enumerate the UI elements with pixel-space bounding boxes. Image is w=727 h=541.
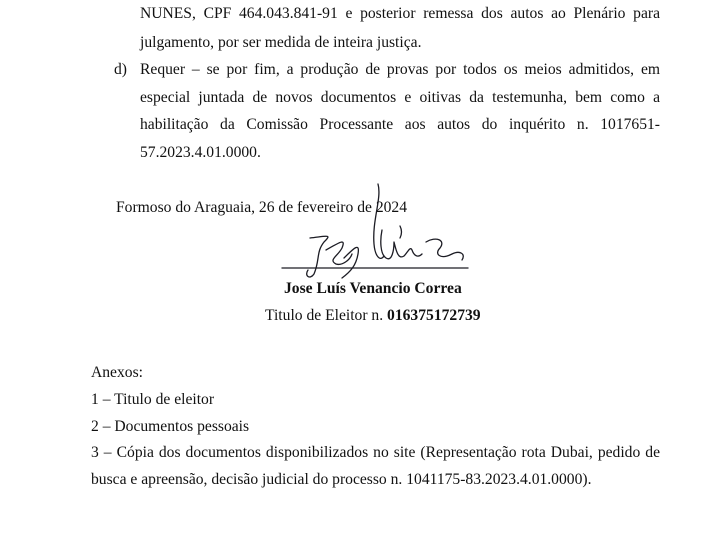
item-d-line-3: habilitação da Comissão Processante aos autos do inquérito n. 1017651- [140,116,660,133]
annexes-title: Anexos: [91,364,143,381]
item-d-marker: d) [114,61,127,78]
annex-item-1: 1 – Titulo de eleitor [91,391,215,408]
place-date: Formoso do Araguaia, 26 de fevereiro de 2024 [116,199,408,216]
item-d-line-2: especial juntada de novos documentos e oitivas da testemunha, bem como a [140,89,660,106]
signatory-name: Jose Luís Venancio Correa [284,280,462,297]
voter-id-label: Titulo de Eleitor n. [265,307,384,324]
annex-item-3-line-2: busca e apreensão, decisão judicial do processo n. 1041175-83.2023.4.01.0000). [91,471,592,488]
annex-item-2: 2 – Documentos pessoais [91,418,250,435]
voter-id-number: 016375172739 [387,307,481,324]
item-d-line-1: Requer – se por fim, a produção de provas por todos os meios admitidos, em [140,61,660,78]
item-c-line-1: NUNES, CPF 464.043.841-91 e posterior remessa dos autos ao Plenário para [140,5,660,22]
item-d-line-4: 57.2023.4.01.0000. [140,144,261,161]
handwritten-signature [280,180,480,280]
voter-id-line [265,307,481,325]
annex-item-3-line-1: 3 – Cópia dos documentos disponibilizados no site (Representação rota Dubai, pedido de [91,444,660,461]
item-c-line-2: julgamento, por ser medida de inteira justiça. [140,34,422,51]
